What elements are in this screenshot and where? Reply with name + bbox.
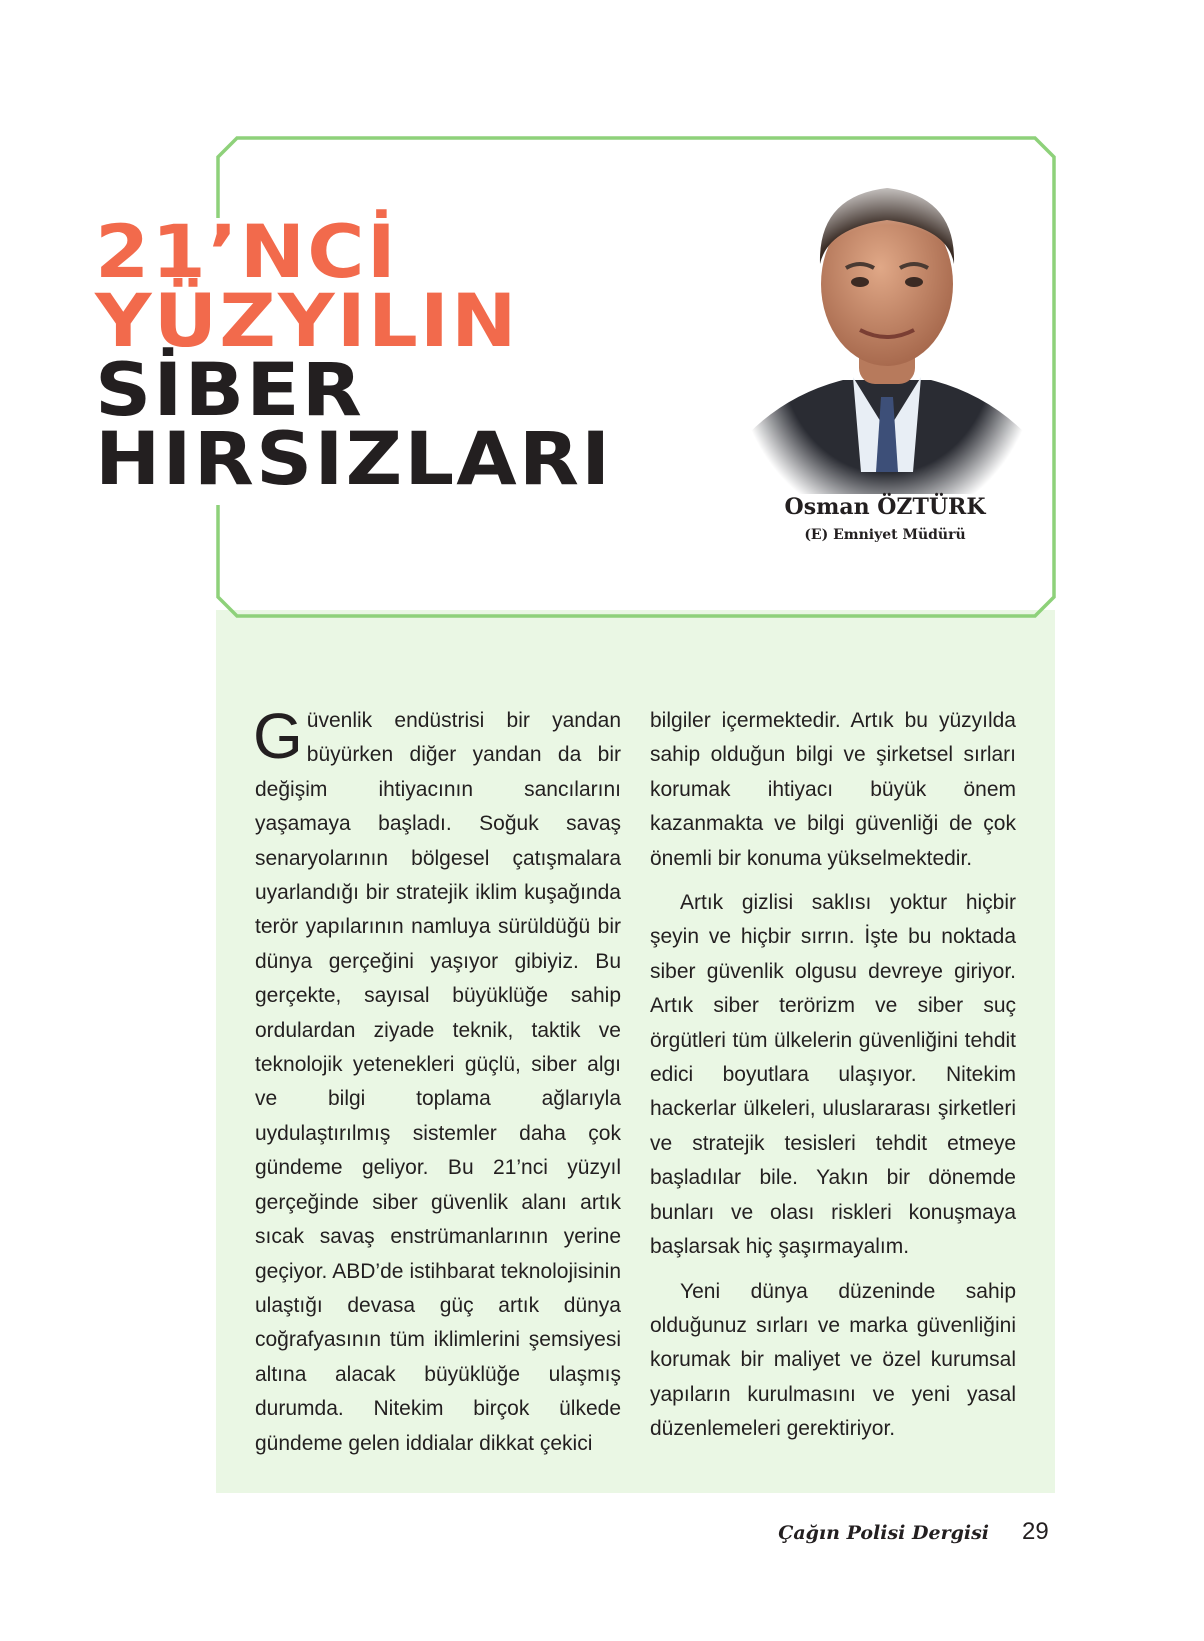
title-line-4: HIRSIZLARI (95, 417, 613, 502)
article-paragraph: Artık gizlisi saklısı yoktur hiçbir şeyin ve hiçbir sırrın. İşte bu noktada siber güvenlik olgusu devreye giriyor. Artık siber terörizm ve siber suç örgütleri tüm ülkelerin güvenliğini tehdit edici boyutlara ulaşıyor. Nitekim hackerlar ülkeleri, uluslararası şirketleri ve stratejik tesisleri tehdit etmeye başladılar bile. Yakın bir dönemde bunları ve olası riskleri konuşmaya başlarsak hiç şaşırmayalım. (650, 891, 1016, 1259)
author-portrait (748, 172, 1026, 494)
magazine-name: Çağın Polisi Dergisi (778, 1522, 989, 1544)
page-number: 29 (1022, 1518, 1049, 1545)
article-paragraph: bilgiler içermektedir. Artık bu yüzyılda sahip olduğun bilgi ve şirketsel sırları korumak ihtiyacı büyük önem kazanmakta ve bilgi güvenliği de çok önemli bir konuma yükselmektedir. (650, 709, 1016, 870)
article-paragraph: Yeni dünya düzeninde sahip olduğunuz sırları ve marka güvenliğini korumak bir maliyet ve özel kurumsal yapıların kurulmasını ve yeni yasal düzenlemeleri gerektiriyor. (650, 1279, 1016, 1441)
title-line-1: 21’NCİ (95, 210, 398, 295)
title-line-3: SİBER (95, 348, 365, 433)
article-paragraph (253, 700, 621, 1461)
author-name: Osman ÖZTÜRK (784, 494, 986, 520)
article-title (95, 210, 613, 502)
title-line-2: YÜZYILIN (95, 279, 519, 364)
author-role: (E) Emniyet Müdürü (804, 527, 966, 543)
left-column-text: üvenlik endüstrisi bir yandan büyürken diğer yandan da bir değişim ihtiyacının sancılarını yaşamaya başladı. Soğuk savaş senaryolarının bölgesel çatışmalara uyarlandığı bir stratejik iklim kuşağında terör yapılarının namluya sürüldüğü bir dünya gerçeğini yaşıyor gibiyiz. Bu gerçekte, sayısal büyüklüğe sahip ordulardan ziyade teknik, taktik ve teknolojik yetenekleri güçlü, siber algı ve bilgi toplama ağlarıyla uydulaştırılmış sistemler daha çok gündeme geliyor. Bu 21’nci yüzyıl gerçeğinde siber güvenlik alanı artık sıcak savaş enstrümanlarının yerine geçiyor. ABD’de istihbarat teknolojisinin ulaştığı devasa güç artık dünya coğrafyasının tüm iklimlerini şemsiyesi altına alacak büyüklüğe ulaşmış durumda. Nitekim birçok ülkede gündeme gelen iddialar dikkat çekici (255, 709, 621, 1455)
article-column-left (253, 700, 621, 1461)
drop-cap: G (253, 700, 303, 772)
article-column-right (650, 704, 1016, 1447)
